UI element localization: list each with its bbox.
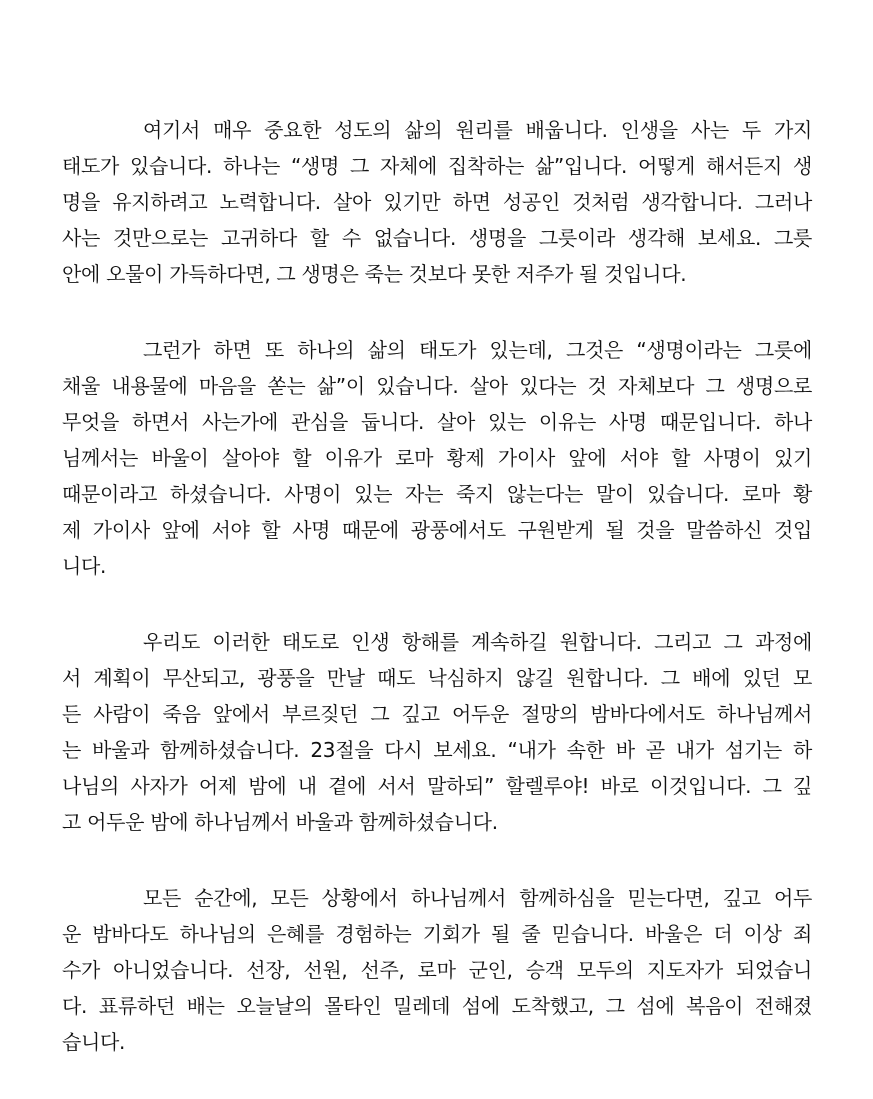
text-line: 사는 것만으로는 고귀하다 할 수 없습니다. 생명을 그릇이라 생각해 보세요. 그릇	[62, 226, 812, 250]
text-line: 명을 유지하려고 노력합니다. 살아 있기만 하면 성공인 것처럼 생각합니다. 그러나	[62, 190, 812, 214]
text-line: 님께서는 바울이 살아야 할 이유가 로마 황제 가이사 앞에 서야 할 사명이 있기	[62, 446, 812, 470]
text-line: 모든 순간에, 모든 상황에서 하나님께서 함께하심을 믿는다면, 깊고 어두	[143, 886, 812, 910]
text-line: 서 계획이 무산되고, 광풍을 만날 때도 낙심하지 않길 원합니다. 그 배에 있던 모	[62, 666, 812, 690]
text-line: 제 가이사 앞에 서야 할 사명 때문에 광풍에서도 구원받게 될 것을 말씀하신 것입	[62, 518, 812, 542]
text-line: 때문이라고 하셨습니다. 사명이 있는 자는 죽지 않는다는 말이 있습니다. 로마 황	[62, 482, 812, 506]
text-line: 그런가 하면 또 하나의 삶의 태도가 있는데, 그것은 “생명이라는 그릇에	[143, 338, 812, 362]
text-line: 는 바울과 함께하셨습니다. 23절을 다시 보세요. “내가 속한 바 곧 내가 섬기는 하	[62, 738, 812, 762]
text-line: 태도가 있습니다. 하나는 “생명 그 자체에 집착하는 삶”입니다. 어떻게 해서든지 생	[62, 154, 812, 178]
text-line: 고 어두운 밤에 하나님께서 바울과 함께하셨습니다.	[62, 810, 498, 834]
text-line: 니다.	[62, 554, 107, 578]
text-line: 수가 아니었습니다. 선장, 선원, 선주, 로마 군인, 승객 모두의 지도자가 되었습니	[62, 958, 812, 982]
text-line: 습니다.	[62, 1030, 126, 1054]
text-line: 채울 내용물에 마음을 쏟는 삶”이 있습니다. 살아 있다는 것 자체보다 그 생명으로	[62, 374, 812, 398]
text-line: 든 사람이 죽음 앞에서 부르짖던 그 깊고 어두운 절망의 밤바다에서도 하나님께서	[62, 702, 812, 726]
text-line: 운 밤바다도 하나님의 은혜를 경험하는 기회가 될 줄 믿습니다. 바울은 더 이상 죄	[62, 922, 812, 946]
text-line: 무엇을 하면서 사는가에 관심을 둡니다. 살아 있는 이유는 사명 때문입니다. 하나	[62, 410, 812, 434]
text-line: 여기서 매우 중요한 성도의 삶의 원리를 배웁니다. 인생을 사는 두 가지	[143, 118, 812, 142]
text-line: 나님의 사자가 어제 밤에 내 곁에 서서 말하되” 할렐루야! 바로 이것입니다. 그 깊	[62, 774, 812, 798]
text-line: 안에 오물이 가득하다면, 그 생명은 죽는 것보다 못한 저주가 될 것입니다.	[62, 262, 687, 286]
text-line: 우리도 이러한 태도로 인생 항해를 계속하길 원합니다. 그리고 그 과정에	[143, 630, 812, 654]
text-line: 다. 표류하던 배는 오늘날의 몰타인 밀레데 섬에 도착했고, 그 섬에 복음이 전해졌	[62, 994, 812, 1018]
